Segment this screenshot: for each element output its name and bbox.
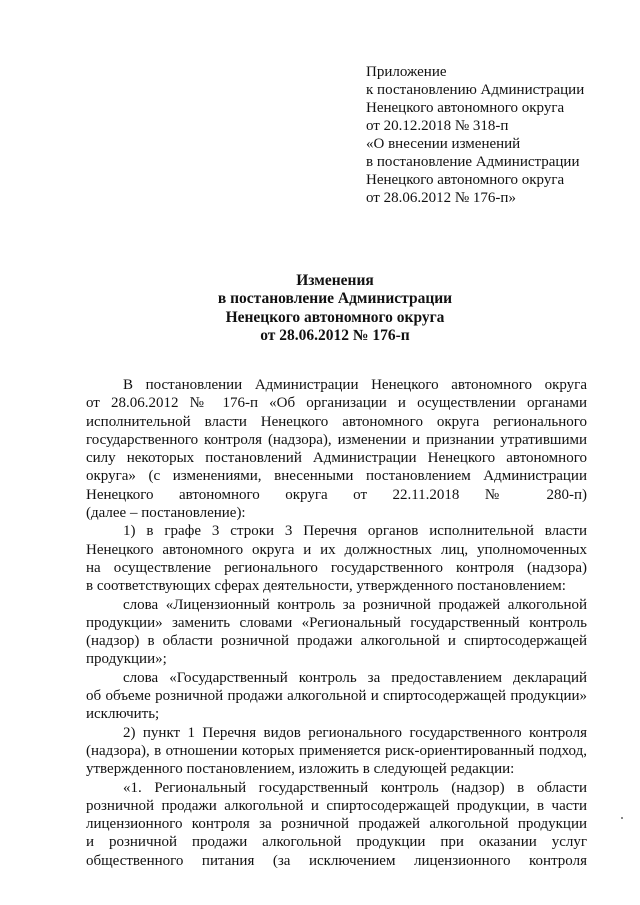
body-line: Ненецкого автономного округа и их должностных лиц, уполномоченных	[86, 541, 587, 558]
document-body	[86, 376, 587, 870]
body-line: общественного питания (за исключением лицензионного контроля	[86, 852, 587, 869]
appendix-line: «О внесении изменений	[366, 136, 521, 152]
appendix-header	[366, 63, 584, 207]
appendix-line: Ненецкого автономного округа	[366, 100, 565, 116]
appendix-line: Приложение	[366, 64, 447, 80]
body-line: государственного контроля (надзора), изменении и признании утратившими	[86, 431, 587, 448]
body-line: в соответствующих сферах деятельности, утвержденного постановлением:	[86, 578, 566, 595]
body-line: розничной продажи алкогольной и спиртосодержащей продукции, в части	[86, 797, 587, 814]
scan-speck	[621, 817, 623, 819]
body-line: (надзор) в области розничной продажи алкогольной и спиртосодержащей	[86, 633, 587, 650]
body-line: продукции» заменить словами «Региональный государственный контроль	[86, 614, 587, 631]
body-line: от 28.06.2012 № 176-п «Об организации и осуществлении органами	[86, 395, 587, 412]
appendix-line: от 28.06.2012 № 176-п»	[366, 190, 516, 206]
body-line: продукции»;	[86, 651, 167, 668]
body-line: об объеме розничной продажи алкогольной и спиртосодержащей продукции»	[86, 688, 587, 705]
title-line: от 28.06.2012 № 176-п	[260, 326, 410, 344]
appendix-line: к постановлению Администрации	[366, 82, 585, 98]
title-line: в постановление Администрации	[217, 290, 453, 308]
body-line: 2) пункт 1 Перечня видов регионального государственного контроля	[123, 724, 587, 741]
body-line: на осуществление регионального государственного контроля (надзора)	[86, 559, 587, 576]
body-line: (далее – постановление):	[86, 505, 246, 522]
body-line: округа» (с изменениями, внесенными постановлением Администрации	[86, 468, 587, 485]
body-line: 1) в графе 3 строки 3 Перечня органов исполнительной власти	[123, 523, 587, 540]
body-line: исключить;	[86, 706, 160, 723]
body-line: и розничной продажи алкогольной продукции при оказании услуг	[86, 834, 587, 851]
body-line: слова «Государственный контроль за предоставлением деклараций	[123, 669, 587, 686]
body-line: Ненецкого автономного округа от 22.11.2018 № 280-п)	[86, 486, 587, 503]
appendix-line: от 20.12.2018 № 318-п	[366, 118, 509, 134]
appendix-line: в постановление Администрации	[366, 154, 580, 170]
body-line: утвержденного постановлением, изложить в следующей редакции:	[86, 761, 515, 778]
body-line: слова «Лицензионный контроль за розничной продажей алкогольной	[123, 596, 587, 613]
title-line: Ненецкого автономного округа	[225, 308, 445, 326]
body-line: В постановлении Администрации Ненецкого автономного округа	[123, 377, 587, 393]
appendix-line: Ненецкого автономного округа	[366, 172, 565, 188]
body-line: лицензионного контроля за розничной продажей алкогольной продукции	[86, 816, 587, 833]
body-line: (надзора), в отношении которых применяется риск-ориентированный подход,	[86, 742, 587, 759]
body-line: «1. Региональный государственный контроль (надзор) в области	[123, 779, 587, 796]
document-title	[0, 272, 640, 345]
title-line: Изменения	[296, 272, 374, 289]
body-line: силу некоторых постановлений Администрации Ненецкого автономного	[86, 450, 587, 467]
body-line: исполнительной власти Ненецкого автономного округа регионального	[86, 413, 587, 430]
